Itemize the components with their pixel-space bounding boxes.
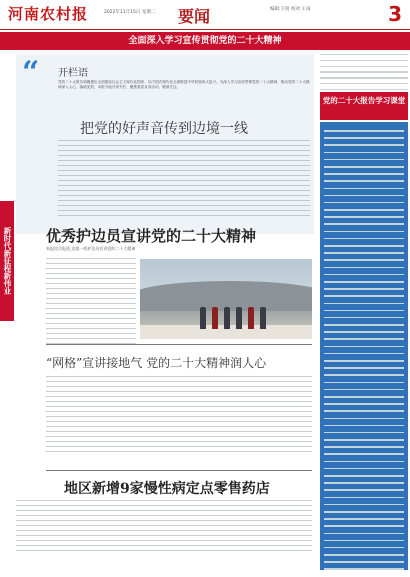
section-title: 要闻: [178, 7, 211, 26]
photo-figure: [260, 307, 266, 329]
sidebar-body-text: [324, 130, 404, 576]
photo-figure: [200, 307, 206, 329]
headline-guards: 优秀护边员宣讲党的二十大精神: [46, 227, 257, 245]
top-banner: 全面深入学习宣传贯彻党的二十大精神: [0, 32, 410, 50]
story-lead: 本报综合报道 边境一线护边员宣讲党的二十大精神: [46, 246, 136, 251]
column-label: 开栏语: [58, 68, 88, 79]
page-number: 3: [388, 2, 402, 26]
section-divider: [46, 470, 312, 471]
article-body-2: [46, 258, 136, 348]
headline-pharmacy: 地区新增9家慢性病定点零售药店: [64, 481, 270, 497]
masthead: [0, 0, 410, 30]
photo-figure: [248, 307, 254, 329]
publication-date: 2022年11月15日 星期二: [104, 10, 156, 15]
photo-figure: [212, 307, 218, 329]
photo-figure: [224, 307, 230, 329]
sidebar-title: 党的二十大报告学习课堂: [320, 92, 408, 120]
newspaper-logo: 河南农村报: [8, 5, 89, 23]
column-intro: 党的二十大报告明确提出全面建设社会主义现代化国家、以中国式现代化全面推进中华民族伟大复兴。为深入学习宣传贯彻党的二十大精神，推动党的二十大精神深入人心、落地见效，本报今起开设专栏，聚焦基层宣讲活动，敬请关注。: [58, 80, 310, 90]
section-divider: [46, 344, 312, 345]
editor-credits: 编辑:王锐 校对:王雨: [270, 7, 311, 12]
quote-icon: “: [22, 55, 40, 90]
news-photo: [140, 259, 312, 339]
article-body-3: [46, 376, 312, 456]
article-body-4: [16, 500, 312, 555]
article-body-1: [58, 140, 310, 220]
headline-border-voice: 把党的好声音传到边境一线: [80, 121, 248, 137]
headline-grid-talk: “网格”宣讲接地气 党的二十大精神润人心: [46, 356, 267, 370]
photo-figure: [236, 307, 242, 329]
vertical-column-label: 新时代新征程新伟业: [0, 201, 14, 321]
